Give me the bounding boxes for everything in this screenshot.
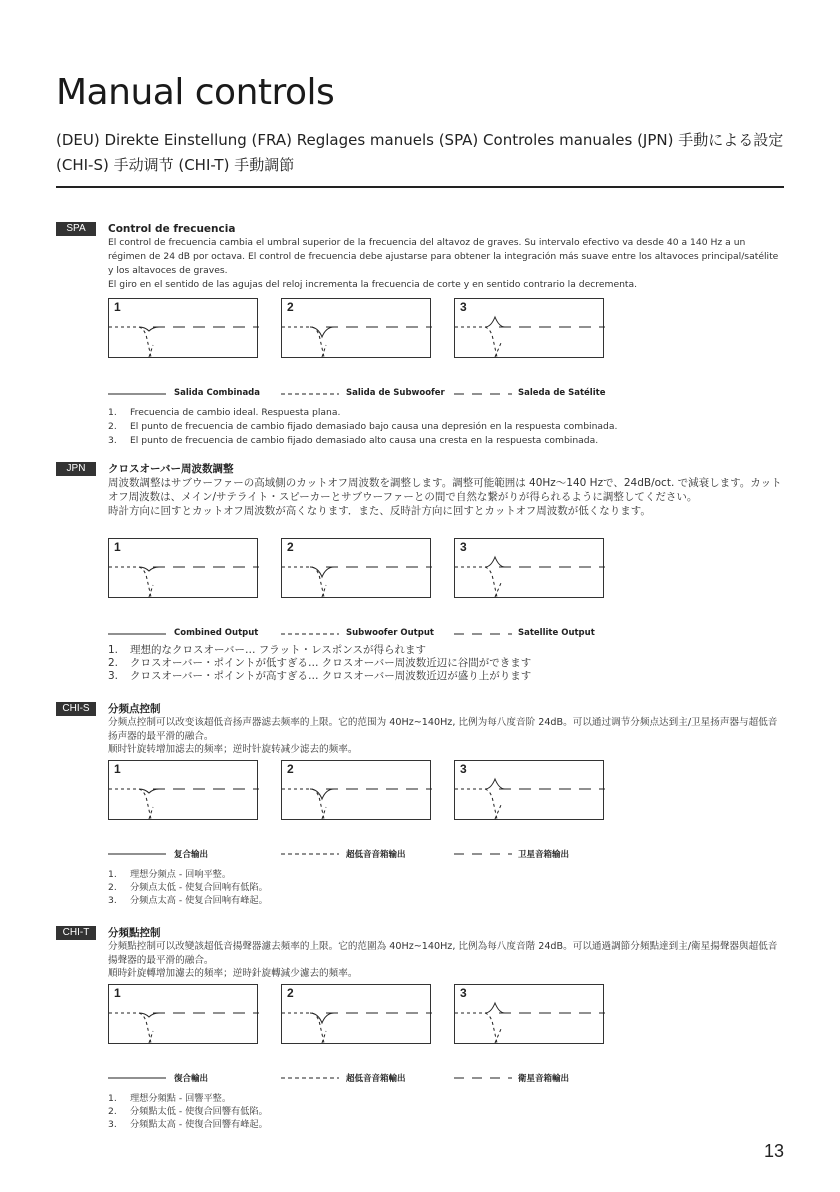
list-item (108, 657, 784, 670)
legend-line-2 (281, 633, 341, 636)
subwoofer-curve (455, 567, 497, 597)
response-curves (455, 539, 605, 599)
legend-label: Salida de Subwoofer (346, 388, 445, 398)
legend-label: Combined Output (174, 628, 259, 638)
combined-curve (485, 317, 505, 327)
list-item-number: 1. (108, 644, 119, 656)
response-curves (109, 299, 259, 359)
crossover-diagram-2 (281, 760, 431, 820)
combined-curve (485, 779, 505, 789)
list-item-text: 分頻點太低 - 使復合回響有低陷。 (130, 1106, 268, 1117)
combined-curve (139, 567, 159, 571)
list-item (108, 670, 784, 683)
crossover-diagram-1 (108, 984, 258, 1044)
page-subtitle: (DEU) Direkte Einstellung (FRA) Reglages manuels (SPA) Controles manuales (JPN) 手動による設定 (CHI-S) 手动调节 (CHI-T) 手動調節 (56, 131, 784, 174)
legend-line-3 (454, 853, 514, 856)
list-item-text: 理想的なクロスオーバー… フラット・レスポンスが得られます (130, 644, 426, 656)
crossover-diagram-3 (454, 984, 604, 1044)
subwoofer-curve (282, 789, 324, 819)
list-item-text: El punto de frecuencia de cambio fijado demasiado alto causa una cresta en la respuesta combinada. (130, 435, 599, 446)
crossover-diagrams (108, 984, 608, 1044)
crossover-diagram-3 (454, 298, 604, 358)
legend-label: Salida Combinada (174, 388, 261, 398)
legend-line-2 (281, 1077, 341, 1080)
list-item-text: クロスオーバー・ポイントが高すぎる… クロスオーバー周波数近辺が盛り上がります (130, 670, 532, 682)
numbered-list (108, 868, 784, 907)
language-badge: JPN (56, 462, 96, 476)
combined-curve (139, 789, 159, 793)
diagram-legend (108, 628, 608, 640)
list-item-number: 3. (108, 1119, 117, 1130)
combined-curve (310, 327, 334, 337)
list-item-number: 1. (108, 407, 117, 418)
legend-label: Subwoofer Output (346, 628, 434, 638)
list-item-number: 3. (108, 670, 119, 682)
combined-curve (139, 327, 159, 331)
list-item-number: 3. (108, 895, 117, 906)
list-item (108, 420, 784, 434)
combined-curve (485, 1003, 505, 1013)
list-item-number: 2. (108, 882, 117, 893)
list-item (108, 894, 784, 907)
crossover-diagram-2 (281, 538, 431, 598)
crossover-diagram-2 (281, 298, 431, 358)
diagram-number: 1 (114, 762, 121, 776)
section-heading: クロスオーバー周波数調整 (108, 463, 234, 475)
response-curves (455, 985, 605, 1045)
list-item (108, 434, 784, 448)
title-divider (56, 186, 784, 188)
subwoofer-curve (109, 1013, 151, 1043)
section-chi-s (56, 702, 786, 918)
crossover-diagram-1 (108, 298, 258, 358)
response-curves (109, 539, 259, 599)
page-title: Manual controls (56, 72, 335, 113)
diagram-number: 2 (287, 986, 294, 1000)
legend-line-3 (454, 633, 514, 636)
legend-line-1 (108, 1077, 168, 1080)
crossover-diagrams (108, 760, 608, 820)
legend-label: 复合输出 (174, 850, 209, 860)
response-curves (282, 539, 432, 599)
diagram-legend (108, 1072, 608, 1084)
response-curves (455, 761, 605, 821)
list-item-text: 理想分频点 - 回响平整。 (130, 869, 232, 880)
list-item (108, 881, 784, 894)
list-item-number: 1. (108, 1093, 117, 1104)
list-item (108, 406, 784, 420)
diagram-number: 1 (114, 300, 121, 314)
combined-curve (139, 1013, 159, 1017)
crossover-diagram-2 (281, 984, 431, 1044)
legend-label: 復合輸出 (174, 1074, 209, 1084)
list-item-text: 分频点太高 - 使复合回响有峰起。 (130, 895, 268, 906)
section-text: 分频点控制可以改变该超低音扬声器滤去频率的上限。它的范围为 40Hz~140Hz, 比例为每八度音阶 24dB。可以通过调节分频点达到主/卫星扬声器与超低音扬声器的最平滑的融合。 (108, 717, 778, 742)
list-item (108, 1105, 784, 1118)
response-curves (109, 985, 259, 1045)
legend-line-3 (454, 393, 514, 396)
legend-line-2 (281, 393, 341, 396)
list-item-text: 分频点太低 - 使复合回响有低陷。 (130, 882, 268, 893)
diagram-number: 3 (460, 540, 467, 554)
list-item (108, 1118, 784, 1131)
list-item (108, 644, 784, 657)
diagram-legend (108, 388, 608, 400)
legend-line-3 (454, 1077, 514, 1080)
section-text: 分頻點控制可以改變該超低音揚聲器濾去頻率的上限。它的范圍為 40Hz~140Hz, 比例為每八度音階 24dB。可以通過調節分頻點達到主/衛星揚聲器與超低音揚聲器的最平滑的融合。 (108, 941, 778, 966)
subwoofer-curve (282, 1013, 324, 1043)
list-item-text: 理想分頻點 - 回響平整。 (130, 1093, 232, 1104)
diagram-number: 3 (460, 986, 467, 1000)
section-jpn (56, 462, 786, 692)
list-item-text: El punto de frecuencia de cambio fijado demasiado bajo causa una depresión en la respuesta combinada. (130, 421, 618, 432)
subwoofer-curve (109, 567, 151, 597)
subwoofer-curve (455, 327, 497, 357)
list-item (108, 1092, 784, 1105)
section-text-rotation: 順時針旋轉增加濾去的頻率；逆時針旋轉減少濾去的頻率。 (108, 968, 358, 979)
legend-label: Saleda de Satélite (518, 388, 606, 398)
combined-curve (310, 567, 334, 577)
response-curves (282, 761, 432, 821)
diagram-number: 2 (287, 540, 294, 554)
section-chi-t (56, 926, 786, 1142)
legend-label: 卫星音箱输出 (518, 850, 570, 860)
list-item-number: 2. (108, 421, 117, 432)
section-heading: 分頻點控制 (108, 927, 161, 939)
legend-line-1 (108, 633, 168, 636)
list-item-text: 分頻點太高 - 使復合回響有峰起。 (130, 1119, 268, 1130)
response-curves (282, 985, 432, 1045)
list-item-text: クロスオーバー・ポイントが低すぎる… クロスオーバー周波数近辺に谷間ができます (130, 657, 532, 669)
subwoofer-curve (455, 789, 497, 819)
legend-line-2 (281, 853, 341, 856)
legend-label: 超低音音箱輸出 (346, 1074, 406, 1084)
section-heading: 分频点控制 (108, 703, 161, 715)
section-text: 周波数調整はサブウーファーの高域側のカットオフ周波数を調整します。調整可能範囲は 40Hz〜140 Hzで、24dB/oct. で減衰します。カットオフ周波数は、メイン/サテライト・スピーカーとサブウーファーとの間で自然な繋がりが得られるように調整してください。 (108, 477, 782, 503)
legend-label: 超低音音箱输出 (346, 850, 406, 860)
combined-curve (310, 789, 334, 799)
subwoofer-curve (109, 789, 151, 819)
subwoofer-curve (109, 327, 151, 357)
crossover-diagram-1 (108, 760, 258, 820)
numbered-list (108, 1092, 784, 1131)
diagram-number: 2 (287, 300, 294, 314)
section-text-rotation: El giro en el sentido de las agujas del reloj incrementa la frecuencia de corte y en sentido contrario la decrementa. (108, 279, 638, 290)
response-curves (455, 299, 605, 359)
crossover-diagrams (108, 298, 608, 358)
subwoofer-curve (282, 327, 324, 357)
list-item-number: 1. (108, 869, 117, 880)
crossover-diagram-1 (108, 538, 258, 598)
legend-label: Satellite Output (518, 628, 595, 638)
numbered-list (108, 406, 784, 448)
response-curves (282, 299, 432, 359)
crossover-diagram-3 (454, 538, 604, 598)
diagram-number: 3 (460, 762, 467, 776)
section-text-rotation: 時計方向に回すとカットオフ周波数が高くなります．また、反時計方向に回すとカットオフ周波数が低くなります。 (108, 505, 651, 517)
diagram-number: 3 (460, 300, 467, 314)
subwoofer-curve (455, 1013, 497, 1043)
legend-label: 衛星音箱輸出 (518, 1074, 570, 1084)
page-number: 13 (763, 1141, 784, 1161)
legend-line-1 (108, 853, 168, 856)
language-badge: SPA (56, 222, 96, 236)
section-text-rotation: 顺时针旋转增加滤去的频率；逆时针旋转减少滤去的频率。 (108, 744, 358, 755)
response-curves (109, 761, 259, 821)
legend-line-1 (108, 393, 168, 396)
section-spa (56, 222, 786, 454)
diagram-number: 1 (114, 540, 121, 554)
diagram-legend (108, 848, 608, 860)
language-badge: CHI-S (56, 702, 96, 716)
list-item-number: 2. (108, 1106, 117, 1117)
subwoofer-curve (282, 567, 324, 597)
list-item-text: Frecuencia de cambio ideal. Respuesta plana. (130, 407, 341, 418)
diagram-number: 1 (114, 986, 121, 1000)
diagram-number: 2 (287, 762, 294, 776)
numbered-list (108, 644, 784, 683)
combined-curve (485, 557, 505, 567)
language-badge: CHI-T (56, 926, 96, 940)
list-item-number: 3. (108, 435, 117, 446)
crossover-diagrams (108, 538, 608, 598)
crossover-diagram-3 (454, 760, 604, 820)
section-text: El control de frecuencia cambia el umbral superior de la frecuencia del altavoz de graves. Su intervalo efectivo va desde 40 a 140 Hz a un régimen de 24 dB por octava. El control de frecuencia debe ajustarse para obtener la integración más suave entre los altavoces principal/satélite y los altavoces de graves. (108, 237, 779, 276)
combined-curve (310, 1013, 334, 1023)
list-item-number: 2. (108, 657, 119, 669)
list-item (108, 868, 784, 881)
section-heading: Control de frecuencia (108, 223, 236, 235)
